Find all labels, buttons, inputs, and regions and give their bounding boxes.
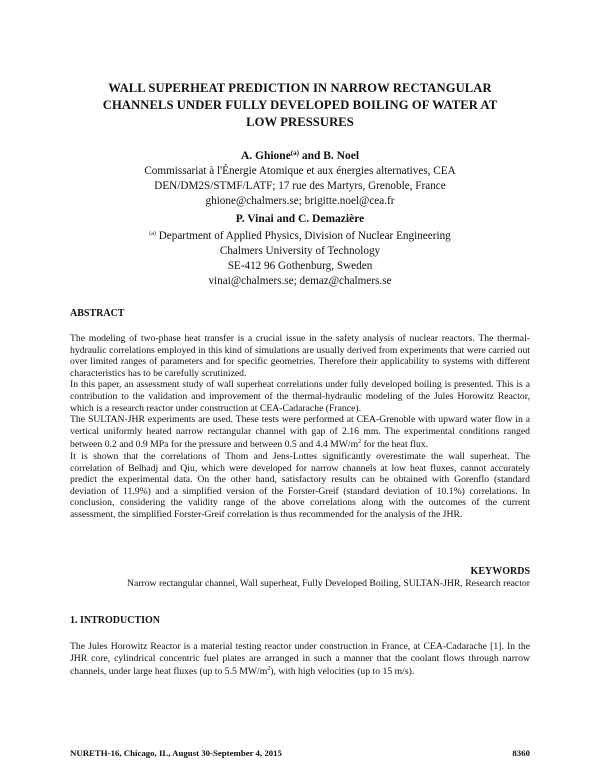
introduction-paragraph [70,641,530,678]
superscript: 2 [267,666,271,673]
email-line [60,194,540,209]
introduction-heading: 1. INTRODUCTION [70,615,161,626]
title-line: LOW PRESSURES [246,115,354,129]
abstract-heading: ABSTRACT [70,308,125,319]
affiliation-line: SE-412 96 Gothenburg, Sweden [227,260,373,272]
abstract-paragraph: It is shown that the correlations of Thom and Jens-Lottes significantly overestimate the wall superheat. The correlation of Belhadj and Qiu, which were developed for narrow channels at low heat fluxes, cannot accurately predict the experimental data. On the other hand, satisfactory results can be obtained with Gorenflo (standard deviation of 11.9%) and a simplified version of the Forster-Greif (standard deviation of 10.1%) correlations. In conclusion, considering the validity range of the above correlations along with the outcomes of the current assessment, the simplified Forster-Greif correlation is thus recommended for the analysis of the JHR. [70,450,530,520]
title-line: CHANNELS UNDER FULLY DEVELOPED BOILING OF WATER AT [102,98,498,112]
abstract-paragraph [70,414,530,451]
footer-page-number: 8360 [512,748,530,758]
author-group-2 [60,212,540,289]
affiliation-line: Chalmers University of Technology [219,245,381,257]
abstract-paragraph: In this paper, an assessment study of wall superheat correlations under fully developed boiling is presented. This is a contribution to the validation and improvement of the thermal-hydraulic modeling of the Jules Horowitz Reactor, which is a research reactor under construction at CEA-Cadarache (France). [70,379,530,414]
affiliation-line [60,227,540,244]
email-separator: ; [298,195,305,207]
intro-text: The Jules Horowitz Reactor is a material testing reactor under construction in France, at CEA-Cadarache [1]. In the JHR core, cylindrical concentric fuel plates are arranged in such a manner that the coolant flows through narrow channels, under large heat fluxes (up to 5.5 MW/m [70,641,530,678]
email-link[interactable]: brigitte.noel@cea.fr [304,195,395,207]
affiliation-line: Commissariat à l'Énergie Atomique et aux énergies alternatives, CEA [144,165,456,177]
intro-text: ), with high velocities (up to 15 m/s). [270,666,415,678]
email-link[interactable]: ghione@chalmers.se [205,195,299,207]
keywords-list: Narrow rectangular channel, Wall superheat, Fully Developed Boiling, SULTAN-JHR, Research reactor [126,578,530,589]
authors-line-2: P. Vinai and C. Demazière [235,213,365,225]
superscript: 2 [358,439,362,446]
introduction-body [70,641,530,678]
abstract-body [70,333,530,521]
affiliation-marker: (a) [149,231,156,237]
author-name: A. Ghione [240,150,291,162]
abstract-paragraph: The modeling of two-phase heat transfer is a crucial issue in the safety analysis of nuclear reactors. The thermal-hydraulic correlations employed in this kind of simulations are usually derived from experiments that were carried out over limited ranges of parameters and for specific geometries. Therefore their applicability to systems with different characteristics has to be carefully scrutinized. [70,333,530,379]
author-name: B. Noel [323,150,360,162]
affiliation-text: Department of Applied Physics, Division of Nuclear Engineering [155,230,451,242]
keywords-heading: KEYWORDS [470,566,530,577]
email-line: vinai@chalmers.se; demaz@chalmers.se [208,275,392,287]
footer-conference: NURETH-16, Chicago, IL, August 30-September 4, 2015 [70,748,282,758]
abstract-text: The SULTAN-JHR experiments are used. These tests were performed at CEA-Grenoble with upward water flow in a vertical uniformly heated narrow rectangular channel with gap of 2.16 mm. The experimental conditions ranged between 0.2 and 0.9 MPa for the pressure and between 0.5 and 4.4 MW/m [70,414,530,451]
authors-line-1 [60,146,540,164]
author-conjunction: and [298,150,324,162]
affiliation-line: DEN/DM2S/STMF/LATF; 17 rue des Martyrs, Grenoble, France [154,180,446,192]
paper-title [70,80,530,131]
abstract-text: for the heat flux. [361,439,429,451]
title-line: WALL SUPERHEAT PREDICTION IN NARROW RECTANGULAR [108,81,492,95]
affiliation-marker: (a) [290,149,299,157]
author-group-1 [60,146,540,209]
